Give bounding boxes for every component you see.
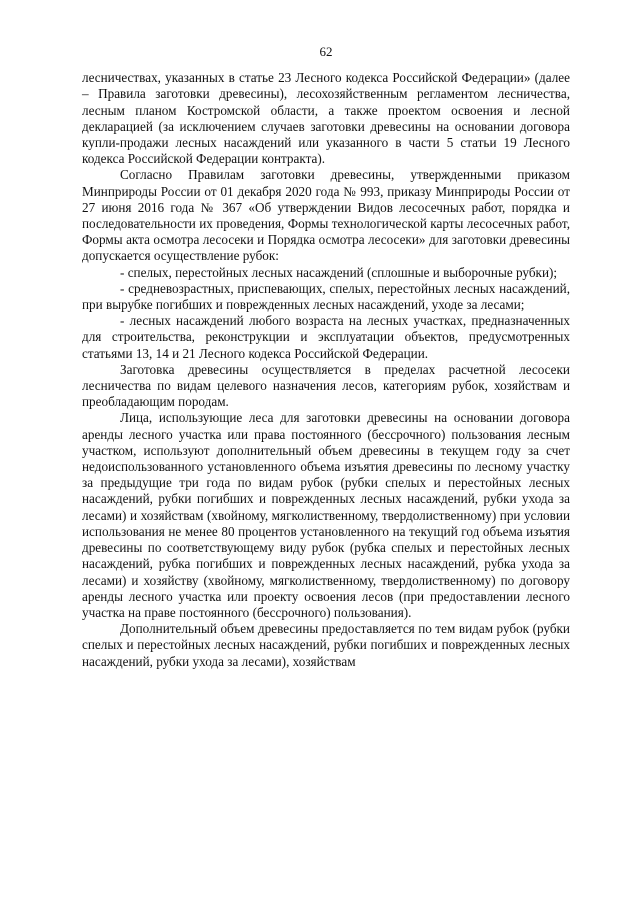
list-item-any-age-stands: - лесных насаждений любого возраста на лесных участках, предназначенных для строительства, реконструкции и эксплуатации объектов, предусмотренных статьями 13, 14 и 21 Лесного кодекса Российской Федерации. <box>82 313 570 361</box>
page-number: 62 <box>319 44 333 59</box>
paragraph-continuation: лесничествах, указанных в статье 23 Лесного кодекса Российской Федерации» (далее – Правила заготовки древесины), лесохозяйственным регламентом лесничества, лесным планом Костромской области, а также проектом освоения и лесной декларацией (за исключением случаев заготовки древесины на основании договора купли-продажи лесных насаждений или указанного в части 5 статьи 19 Лесного кодекса Российской Федерации контракта). <box>82 70 570 167</box>
paragraph-allowed-cuttings: Согласно Правилам заготовки древесины, утвержденными приказом Минприроды России от 01 декабря 2020 года № 993, приказу Минприроды России от 27 июня 2016 года № 367 «Об утверждении Видов лесосечных работ, порядка и последовательности их проведения, Формы технологической карты лесосечных работ, Формы акта осмотра лесосеки и Порядка осмотра лесосеки» для заготовки древесины допускается осуществление рубок: <box>82 167 570 264</box>
paragraph-harvest-limits: Заготовка древесины осуществляется в пределах расчетной лесосеки лесничества по видам целевого назначения лесов, категориям рубок, хозяйствам и преобладающим породам. <box>82 361 570 410</box>
list-item-mature-stands: - спелых, перестойных лесных насаждений (сплошные и выборочные рубки); <box>120 264 558 280</box>
list-item-middle-aged-stands: - средневозрастных, приспевающих, спелых, перестойных лесных насаждений, при вырубке погибших и поврежденных лесных насаждений, уходе за лесами; <box>82 280 570 313</box>
paragraph-additional-volume-provided: Дополнительный объем древесины предоставляется по тем видам рубок (рубки спелых и перестойных лесных насаждений, рубки погибших и поврежденных лесных насаждений, рубки ухода за лесами), хозяйствам <box>82 621 570 669</box>
body-text <box>82 70 570 670</box>
paragraph-additional-volume-use: Лица, использующие леса для заготовки древесины на основании договора аренды лесного участка или права постоянного (бессрочного) пользования лесным участком, используют дополнительный объем древесины в текущем году за счет недоиспользованного установленного объема изъятия древесины по лесному участку за предыдущие три года по видам рубок (рубки спелых и перестойных лесных насаждений, рубки погибших и поврежденных лесных насаждений, рубки ухода за лесами) и хозяйствам (хвойному, мягколиственному, твердолиственному) при условии использования не менее 80 процентов установленного на текущий год объема изъятия древесины по соответствующему виду рубок (рубка спелых и перестойных лесных насаждений, рубка погибших и поврежденных лесных насаждений, рубка ухода за лесами) и хозяйству (хвойному, мягколиственному, твердолиственному) по договору аренды лесного участка или проекту освоения лесов (при предоставлении лесного участка на праве постоянного (бессрочного) пользования). <box>82 410 570 620</box>
